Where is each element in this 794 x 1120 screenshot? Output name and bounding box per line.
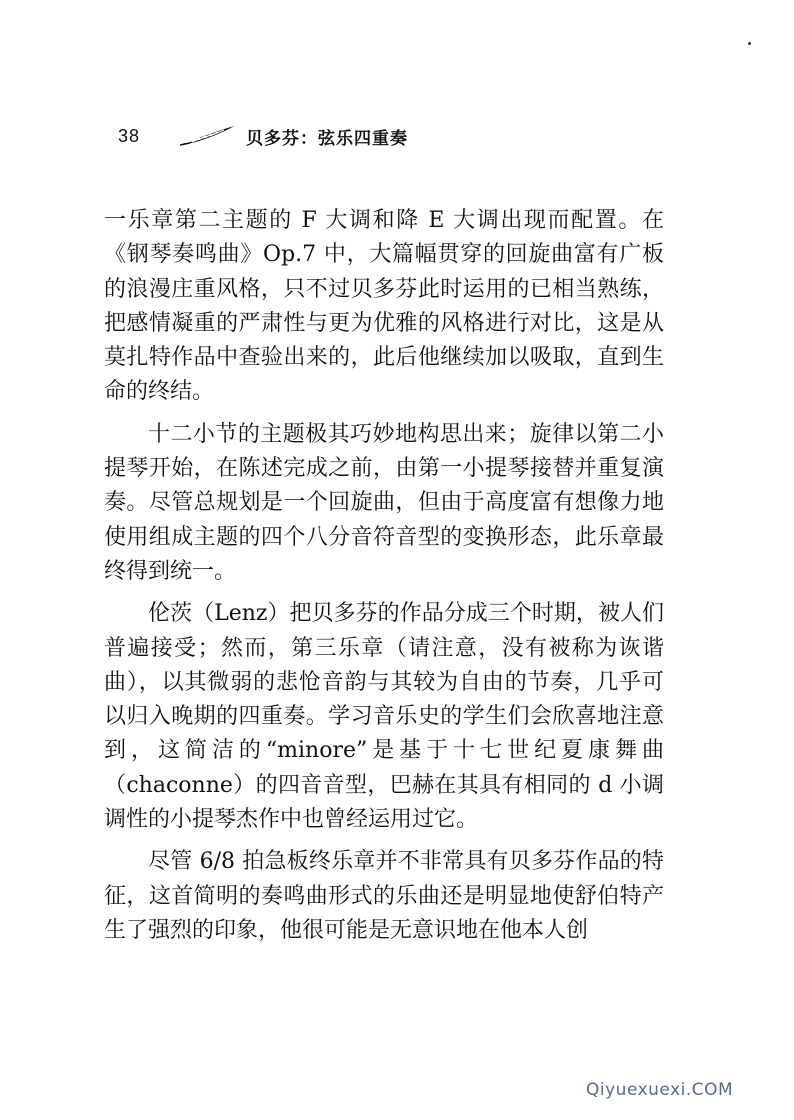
paragraph-3: 伦茨（Lenz）把贝多芬的作品分成三个时期，被人们普遍接受；然而，第三乐章（请注意，没有被称为诙谐曲），以其微弱的悲怆音韵与其较为自由的节奏，几乎可以归入晚期的四重奏。学习音乐史的学生们会欣喜地注意到，这简洁的“minore”是基于十七世纪夏康舞曲（chaconne）的四音音型，巴赫在其具有相同的 d 小调调性的小提琴杰作中也曾经运用过它。 <box>104 601 664 833</box>
body-text <box>104 204 664 948</box>
paragraph-2: 十二小节的主题极其巧妙地构思出来；旋律以第二小提琴开始，在陈述完成之前，由第一小提琴接替并重复演奏。尽管总规划是一个回旋曲，但由于高度富有想像力地使用组成主题的四个八分音符音型的变换形态，此乐章最终得到统一。 <box>104 421 664 584</box>
paragraph-4: 尽管 6/8 拍急板终乐章并不非常具有贝多芬作品的特征，这首简明的奏鸣曲形式的乐曲还是明显地使舒伯特产生了强烈的印象，他很可能是无意识地在他本人创 <box>104 849 664 943</box>
corner-mark <box>748 42 751 45</box>
quill-pen-icon <box>180 124 236 146</box>
page-header <box>118 124 678 154</box>
paragraph-1: 一乐章第二主题的 F 大调和降 E 大调出现而配置。在《钢琴奏鸣曲》Op.7 中，大篇幅贯穿的回旋曲富有广板的浪漫庄重风格，只不过贝多芬此时运用的已相当熟练，把感情凝重的严肃性与更为优雅的风格进行对比，这是从莫扎特作品中查验出来的，此后他继续加以吸取，直到生命的终结。 <box>104 208 664 405</box>
site-watermark: Qiyuexuexi.COM <box>586 1080 734 1100</box>
page-number: 38 <box>118 126 141 146</box>
running-title: 贝多芬：弦乐四重奏 <box>246 129 408 149</box>
